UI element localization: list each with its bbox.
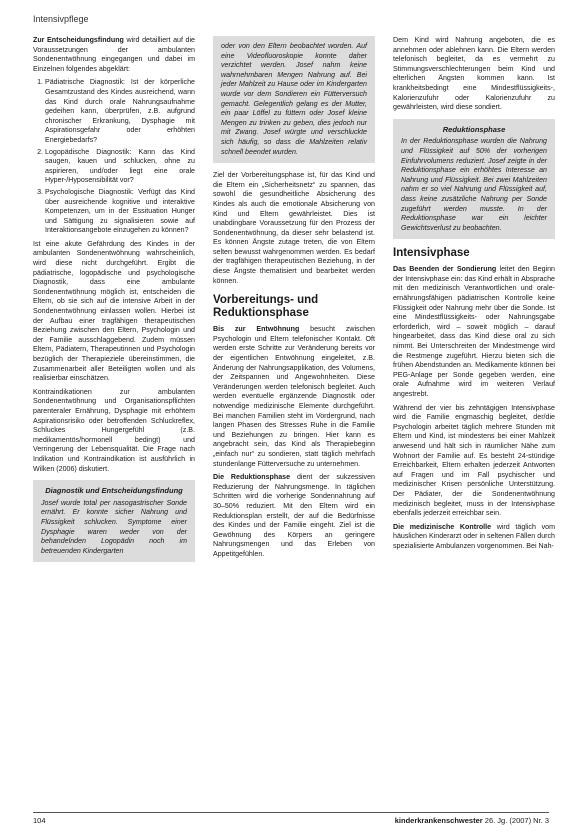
lead-in: Zur Entscheidungsfindung bbox=[33, 36, 124, 44]
box-text: oder von den Eltern beobachtet worden. Auf eine Videofluoroskopie konnte daher verzichtet werden. Josef nahm keine wahrnehmbaren Mengen Nahrung auf. Bei jeder Mahlzeit zu Hause oder im Kindergarten wurde vor dem Sondieren ein Fütterversuch gemacht. Gelegentlich gelang es der Mutter, ein paar Löffel zu füttern oder Josef kleine Mengen zu trinken zu geben, dies jedoch nur mit Zwang. Josef würgte und verschluckte sich häufig, so dass die Mahlzeiten relativ schnell beendet wurden. bbox=[221, 42, 367, 156]
paragraph bbox=[33, 36, 195, 74]
paragraph bbox=[213, 473, 375, 559]
lead-in: Die Reduktionsphase bbox=[213, 473, 291, 482]
paragraph-text: wird täglich vom häuslichen Kinderarzt oder in seltenen Fällen durch spezialisierte Ambulanzen vorgenommen. Bei Nah- bbox=[393, 522, 555, 550]
paragraph: Ziel der Vorbereitungsphase ist, für das Kind und die Eltern ein „Sicherheitsnetz“ zu spannen, das sowohl die gesundheitliche Absicherung des Kindes als auch die emotionale Absicherung von Kind und Eltern gewährleistet. Dies ist unabdingbare Voraussetzung für den Prozess der Sondenentwöhnung, da dieser sehr belastend ist. Es können Ängste zutage treten, die von Eltern selten bewusst wahrgenommen werden. Es bedarf der tragfähigen therapeutischen Beziehung, in der diese Ängste thematisiert und bearbeitet werden können. bbox=[213, 171, 375, 285]
list-item: 3. Psychologische Diagnostik: Verfügt das Kind über ausreichende kognitive und interaktive Kompetenzen, um in der Essituation Hunger und Sättigung zu signalisieren sowie auf Interaktionsangebote einzugehen zu können? bbox=[45, 188, 195, 236]
paragraph bbox=[393, 523, 555, 552]
diagnostic-list bbox=[33, 78, 195, 236]
paragraph-text: leitet den Beginn der Intensivphase ein: das Kind erhält in Absprache mit den medizinisch Verantwortlichen und orale-ernährungsfähigen pädiatrischen Kontrolle keine Flüssigkeit oder Nahrung mehr über die Sonde. Ist eine Mindestflüssigkeits- oder Nahrungsgabe erforderlich, wird – soweit möglich – darauf hingearbeitet, dass das Kind diese oral zu sich nimmt. Bei Unterschreiten der Mindestmenge wird die Restmenge zugeführt. Hierzu bieten sich die frühen Abendstunden an. Medikamente können bei PEG-Anlage per Sonde gegeben werden, eine orale Aufnahme wird im weiteren Verlauf angestrebt. bbox=[393, 265, 555, 398]
paragraph bbox=[393, 265, 555, 399]
case-box bbox=[33, 480, 195, 562]
paragraph: Dem Kind wird Nahrung angeboten, die es annehmen oder ablehnen kann. Die Eltern werden telefonisch begleitet, da es vermehrt zu Stimmungsverschlechterungen beim Kind und elterlichen Ängsten kommen kann. Ist krankheitsbedingt eine Mindestflüssigkeits-, Kalorienzufuhr oder Kalorienzufuhr zu gewährleisten, wird diese sondiert. bbox=[393, 36, 555, 112]
paragraph-text: besucht zwischen Psychologin und Eltern telefonischer Kontakt. Oft werden erste Schritte zur Veränderung bereits vor der eigentlichen Entwöhnung eingeleitet, z.B. Änderung der Nahrungsapplikation, des Volumens, der Zeitspannen und Angewohnheiten. Diese Veränderungen werden telefonisch begleitet. Auch werden eventuelle ergänzende Diagnostik oder notwendige medizinische Elemente durchgeführt. Bei manchen Familien steht im Vordergrund, nach langen Phasen des Stresses Ruhe in die Familie und Beziehungen zu bringen. Hier kann es angebracht sein, das Kind als Therapiebeginn „einfach nur“ zu sondieren, statt täglich mehrfach stundenlange Fütterversuche zu unternehmen. bbox=[213, 325, 375, 468]
case-box-continued bbox=[213, 36, 375, 163]
section-heading: Intensivphase bbox=[393, 247, 470, 260]
section-heading: Vorbereitungs- und Reduktionsphase bbox=[213, 294, 319, 320]
list-item: 1. Pädiatrische Diagnostik: Ist der körperliche Gesamtzustand des Kindes ausreichend, wann das Kind durch orale Nahrungsaufnahme gedeihen kann, überprüfen, z.B. aufgrund chronischer Erkrankung, Dysphagie mit Aspirationsgefahr oder erhöhten Energiebedarfs? bbox=[45, 78, 195, 145]
page-number: 104 bbox=[33, 816, 46, 825]
case-box bbox=[393, 119, 555, 240]
column-2 bbox=[213, 36, 375, 564]
lead-in: Bis zur Entwöhnung bbox=[213, 325, 300, 334]
paragraph bbox=[213, 325, 375, 469]
journal-issue: 26. Jg. (2007) Nr. 3 bbox=[484, 816, 549, 825]
lead-in: Die medizinische Kontrolle bbox=[393, 522, 492, 531]
paragraph: Ist eine akute Gefährdung des Kindes in der ambulanten Sondenentwöhnung wahrscheinlich, wird diese nicht durchgeführt. Ergibt die pädiatrische, logopädische und psychologische Diagnostik, dass eine ambulante Sondenentwöhnung möglich ist, entscheiden die Eltern, ob sie sich auf die intensive Arbeit in der Sondenentwöhnung einlassen wollen. Hierbei ist der Aufbau einer tragfähigen therapeutischen Beziehung zwischen den Eltern, Psychologin und der Familie ausschlaggebend. Zudem müssen Eltern, Pädiatern, Therapeutinnen und Psychologin bezüglich der Therapieziele übereinstimmen, die Zusammenarbeit aller Beteiligten wollen und als realisierbar einschätzen. bbox=[33, 239, 195, 383]
box-title: Diagnostik und Entscheidungsfindung bbox=[45, 486, 183, 496]
list-item: 2. Logopädische Diagnostik: Kann das Kind saugen, kauen und schlucken, ohne zu aspirieren, und/oder liegt eine orale Hyper-/Hyposensibilität vor? bbox=[45, 148, 195, 186]
section-header: Intensivpflege bbox=[33, 14, 89, 24]
journal-reference bbox=[395, 816, 549, 825]
page-footer bbox=[33, 812, 549, 828]
lead-in: Das Beenden der Sondierung bbox=[393, 265, 497, 274]
box-text: Josef wurde total per nasogastrischer Sonde ernährt. Er konnte sicher Nahrung und Flüssigkeit schlucken. Symptome einer Dysphagie waren weder von der behandelnden Logopädin noch im betreuenden Kindergarten bbox=[41, 498, 187, 555]
paragraph-text: wird detailliert auf die Voraussetzungen der ambulanten Sondenentwöhnung eingegangen und dabei im Einzelnen folgendes abgeklärt: bbox=[33, 36, 195, 73]
journal-name: kinderkrankenschwester bbox=[394, 816, 483, 825]
box-text: In der Reduktionsphase wurden die Nahrung und Flüssigkeit auf 50% der vorherigen Einfuhrvolumens reduziert. Josef zeigte in der Reduktionsphase ein erhöhtes Interesse an Nahrung und Flüssigkeit. Bei zwei Mahlzeiten nahm er so viel Nahrung und Flüssigkeit auf, dass keine zusätzliche Nahrung per Sonde zugeführt werden musste. In der Reduktionsphase war ein leichter Gewichtsverlust zu beobachten. bbox=[401, 137, 547, 232]
paragraph: Während der vier bis zehntägigen Intensivphase wird die Familie engmaschig begleitet, der/die Psychologin arbeitet täglich mehrere Stunden mit Eltern und Kind, ist mindestens bei einer Mahlzeit anwesend und hält sich in räumlicher Nähe zum Wohnort der Familie auf. Es besteht 24-stündige Erreichbarkeit, Eltern erhalten jederzeit Antworten auf Fragen und im Fall psychischer und medizinischer Krisen persönliche Unterstützung. Der Pädiater, der die Sondenentwöhnung medizinisch begleitet, muss in der Intensivphase ebenfalls jederzeit erreichbar sein. bbox=[393, 403, 555, 518]
column-3 bbox=[393, 36, 555, 556]
column-1 bbox=[33, 36, 195, 570]
box-title: Reduktionsphase bbox=[442, 124, 506, 134]
paragraph-text: dient der sukzessiven Reduzierung der Nahrungsmenge. In täglichen Schritten wird die vorherige Sondennahrung auf 30–50% reduziert. Mit den Eltern wird ein Reduktionsplan erstellt, der auf die Bedürfnisse des Kindes und der Familie eingeht. Ziel ist die Gewöhnung des Körpers an geringere Nahrungsmengen und das Erleben von Appetitgefühlen. bbox=[213, 473, 375, 558]
paragraph: Kontraindikationen zur ambulanten Sondenentwöhnung und Organisationspflichten parenteraler Ernährung, Dysphagie mit erhöhtem Aspirationsrisiko oder betroffenden Schluckreflex, Schluckes Hungergefühl (z.B. medikamentös/hormonell bedingt) und Verringerung der Lebensqualität. Die Frage nach Indikation und Kontraindikation ist ausführlich in Wilken (2006) diskutiert. bbox=[33, 387, 195, 473]
